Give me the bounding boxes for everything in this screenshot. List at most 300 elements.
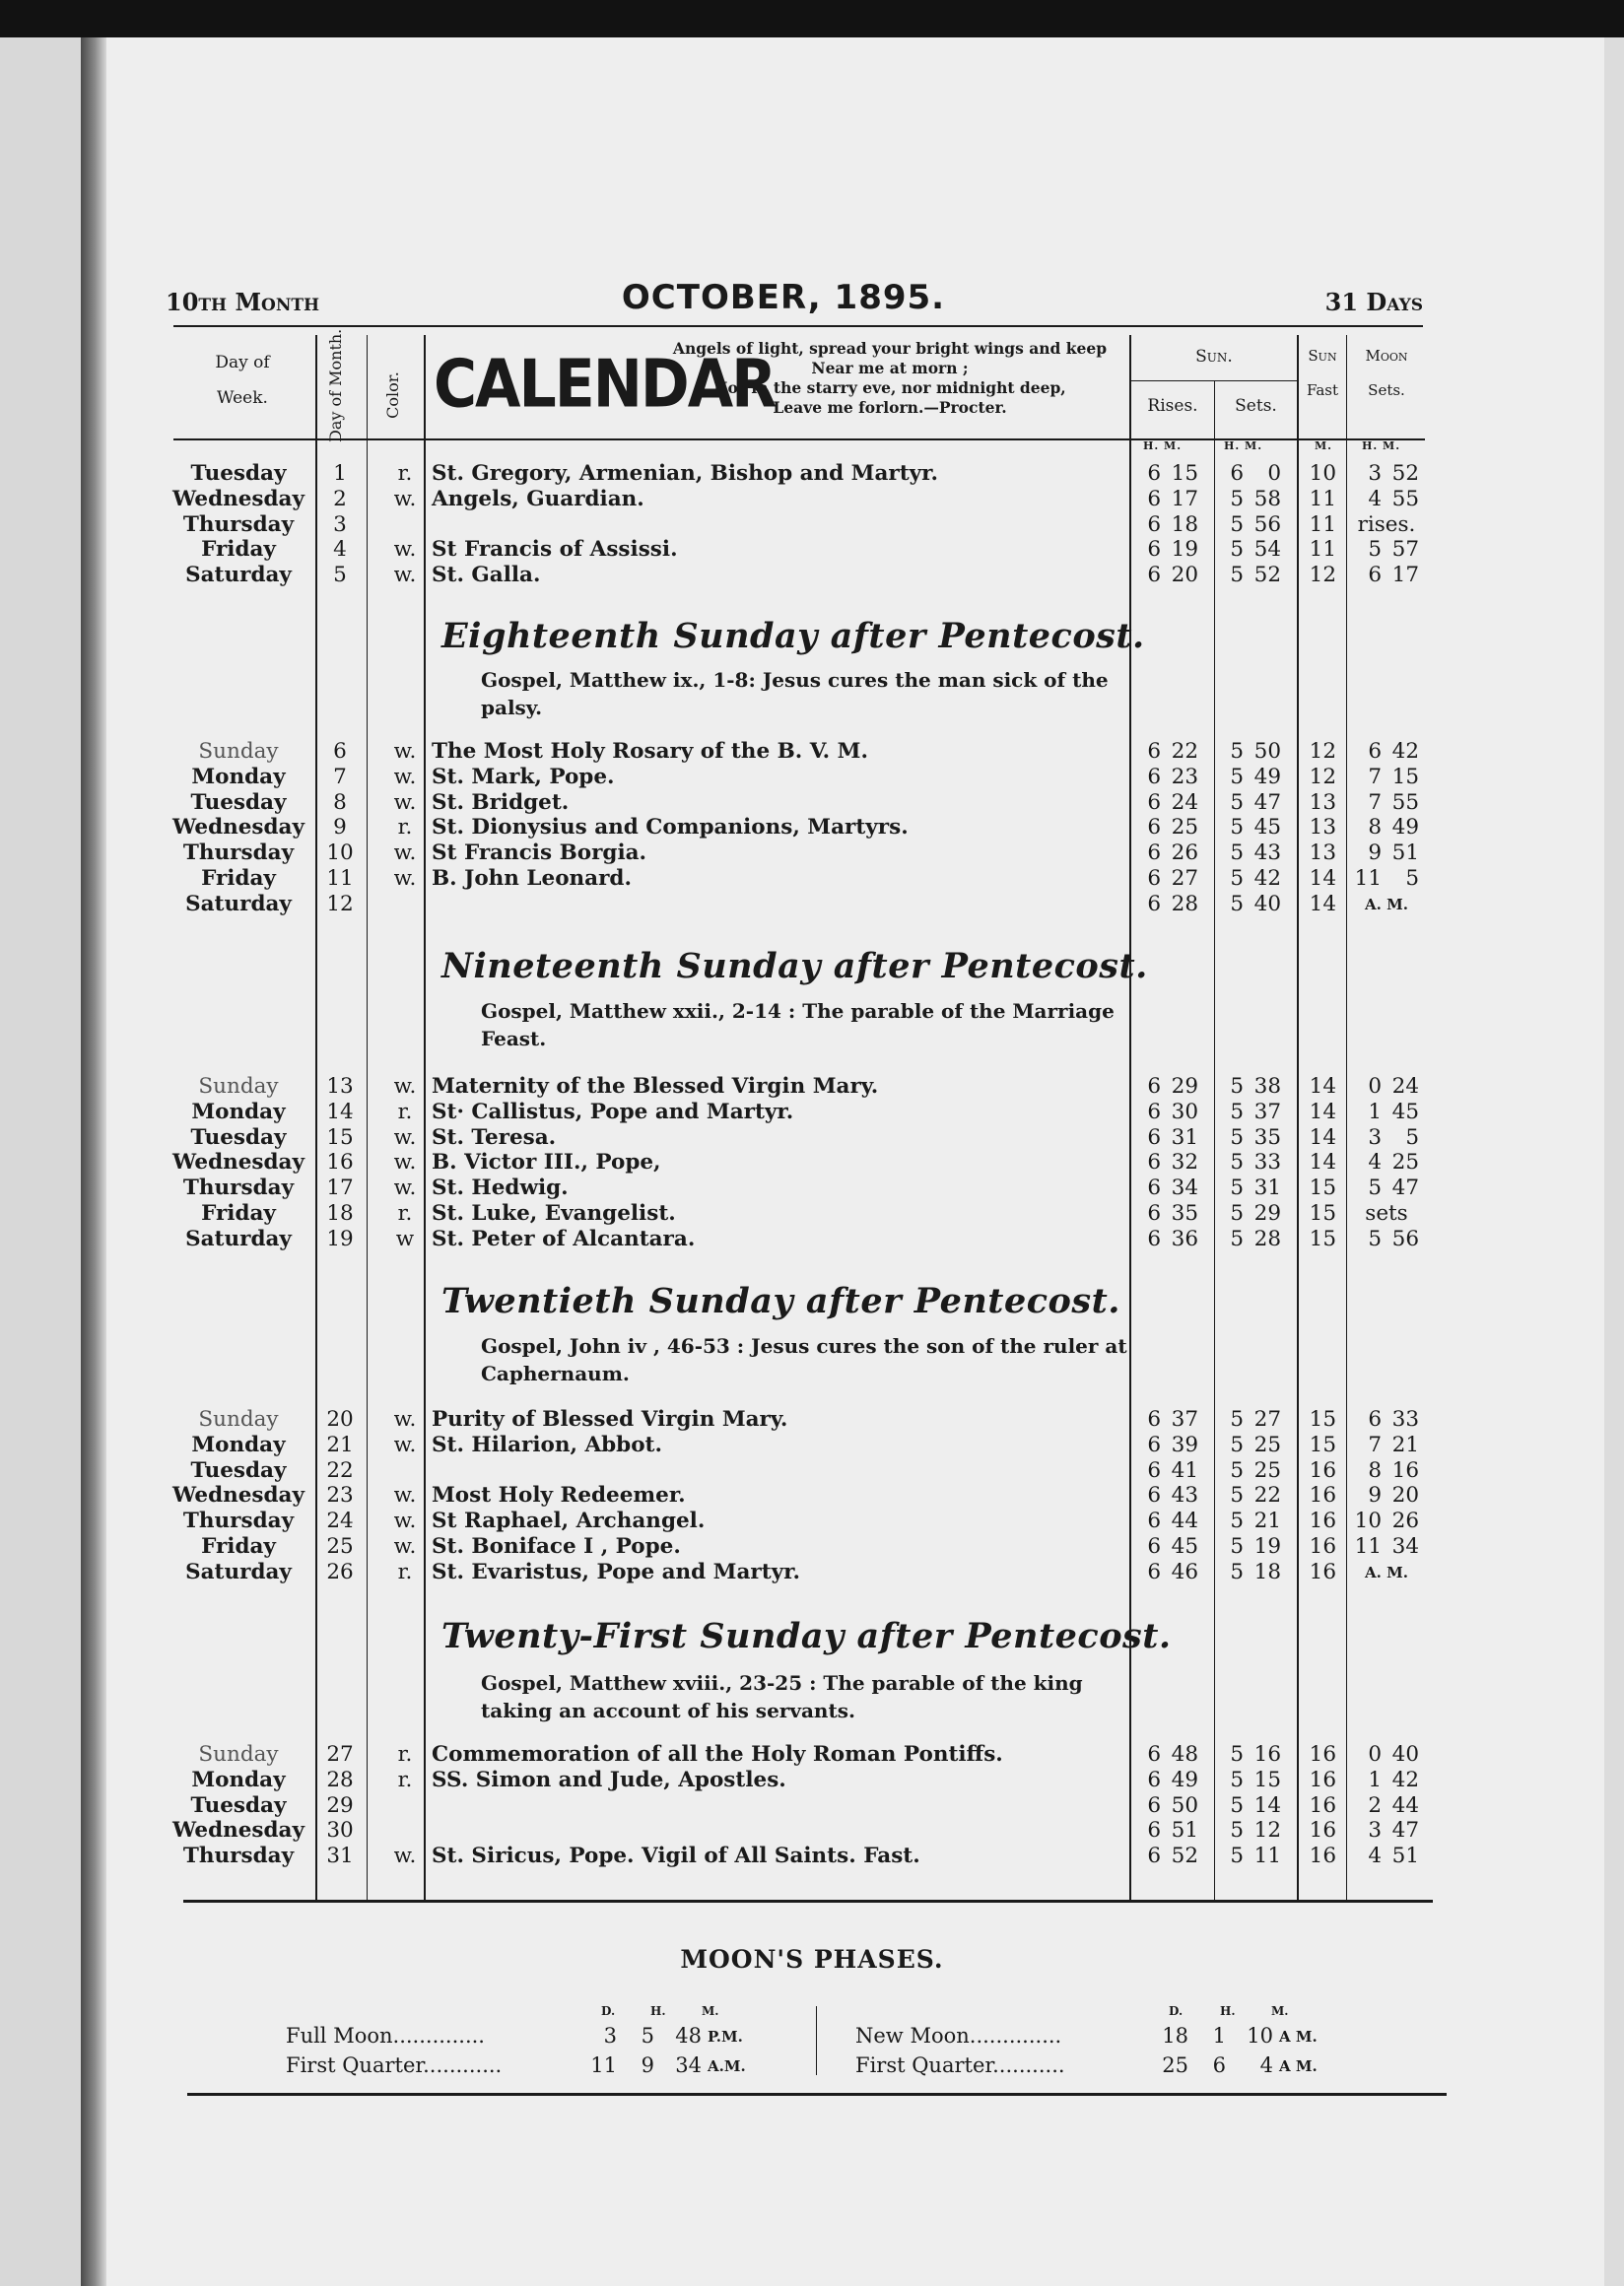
gospel-reading: Gospel, John iv , 46-53 : Jesus cures the son of the ruler at Caphernaum. [481,1334,1127,1385]
liturgical-color: r. [397,815,413,840]
sun-fast-minutes: 16 [1309,1509,1336,1534]
moon-sets-minute: 40 [1391,1742,1419,1767]
liturgical-color: w. [393,840,417,866]
sunset-hour: 5 [1230,1150,1244,1176]
phase-ampm: A.M. [708,2057,746,2075]
moon-sets-minute: 16 [1391,1457,1419,1483]
sunrise-minute: 29 [1171,1074,1198,1099]
day-of-week: Friday [201,1201,276,1226]
sun-fast-minutes: 11 [1309,537,1336,563]
sunset-hour: 5 [1230,1767,1244,1792]
sunrise-minute: 50 [1171,1792,1198,1818]
table-row [0,815,1624,840]
sunrise-hour: 6 [1147,486,1161,511]
sunset-hour: 5 [1230,1226,1244,1251]
sun-rises-header: Rises. [1147,396,1198,416]
feast-name: B. John Leonard. [432,866,632,891]
moon-sets-hour: 11 [1354,1534,1382,1559]
sunrise-minute: 15 [1171,461,1198,486]
sunrise-hour: 6 [1147,1201,1161,1226]
feast-name: St. Dionysius and Companions, Martyrs. [432,815,909,840]
sunrise-hour: 6 [1147,1767,1161,1792]
table-row [0,1227,1624,1252]
sunset-minute: 52 [1253,563,1281,588]
sunrise-minute: 52 [1171,1844,1198,1869]
table-row [0,1844,1624,1869]
day-of-month: 15 [326,1124,354,1150]
table-row [0,461,1624,487]
moon-sets-minute: 21 [1391,1432,1419,1457]
sun-fast-line-2: Fast [1306,380,1339,399]
moon-sets-minute: 44 [1391,1792,1419,1818]
sunrise-hour: 6 [1147,789,1161,815]
calendar-poem [648,339,1131,418]
sunrise-minute: 25 [1171,815,1198,840]
rises-unit-label: H. M. [1143,439,1183,452]
sunrise-minute: 31 [1171,1124,1198,1150]
day-of-week: Thursday [182,1844,295,1869]
sunset-minute: 40 [1253,891,1281,916]
day-of-week: Monday [191,1432,286,1457]
feast-name: St· Callistus, Pope and Martyr. [432,1099,794,1124]
phase-day: 3 [603,2024,617,2048]
sunrise-minute: 32 [1171,1150,1198,1176]
day-of-week: Thursday [182,1509,295,1534]
sunset-hour: 5 [1230,1792,1244,1818]
moon-sets-hour: 6 [1368,739,1382,764]
sunset-hour: 5 [1230,764,1244,789]
sunrise-minute: 36 [1171,1226,1198,1251]
moon-sets-hour: 3 [1368,1818,1382,1844]
sun-fast-minutes: 16 [1309,1457,1336,1483]
sunrise-hour: 6 [1147,1844,1161,1869]
day-of-week: Saturday [185,1226,292,1251]
feast-name: St. Luke, Evangelist. [432,1201,676,1226]
sunrise-minute: 19 [1171,537,1198,563]
sunrise-hour: 6 [1147,1559,1161,1584]
feast-name: St. Boniface I , Pope. [432,1534,681,1559]
sunrise-minute: 39 [1171,1432,1198,1457]
moon-sets-minute: 52 [1391,461,1419,486]
sunrise-hour: 6 [1147,1176,1161,1201]
sunset-minute: 58 [1253,486,1281,511]
sunset-minute: 31 [1253,1176,1281,1201]
day-of-month: 19 [326,1226,354,1251]
sun-fast-minutes: 13 [1309,789,1336,815]
sunrise-hour: 6 [1147,764,1161,789]
day-of-week: Wednesday [172,815,304,840]
sunset-minute: 27 [1253,1407,1281,1432]
sunset-hour: 5 [1230,1201,1244,1226]
feast-name: St. Mark, Pope. [432,764,615,789]
table-row [0,1074,1624,1100]
day-of-month: 7 [333,764,347,789]
moon-sets-minute: 15 [1391,764,1419,789]
moon-sets-hour: 0 [1368,1074,1382,1099]
sunrise-minute: 41 [1171,1457,1198,1483]
day-of-month: 20 [326,1407,354,1432]
sun-fast-header [1299,345,1346,401]
sunrise-hour: 6 [1147,1818,1161,1844]
sunset-hour: 5 [1230,739,1244,764]
moon-sets-text: rises. [1357,511,1416,537]
sunset-hour: 5 [1230,1818,1244,1844]
moon-sets-minute: 55 [1391,789,1419,815]
table-row [0,840,1624,866]
sunset-hour: 5 [1230,1483,1244,1509]
feast-name: St. Bridget. [432,789,570,815]
moon-sets-minute: 33 [1391,1407,1419,1432]
sunrise-minute: 37 [1171,1407,1198,1432]
sun-fast-minutes: 15 [1309,1201,1336,1226]
moon-sets-hour: 8 [1368,1457,1382,1483]
moon-sets-text: A. M. [1365,895,1408,913]
sunset-minute: 28 [1253,1226,1281,1251]
color-header: Color. [383,371,402,419]
sunset-hour: 5 [1230,486,1244,511]
moon-sets-hour: 4 [1368,1150,1382,1176]
poem-line-4: Leave me forlorn.—Procter. [773,398,1007,417]
day-of-month: 28 [326,1767,354,1792]
sunset-hour: 5 [1230,563,1244,588]
sunset-minute: 29 [1253,1201,1281,1226]
table-row [0,1433,1624,1458]
sunset-hour: 5 [1230,789,1244,815]
day-of-week-header [173,351,311,411]
days-count-label: 31 Days [1324,288,1423,316]
poem-line-2: Near me at morn ; [811,359,969,377]
moon-sets-hour: 8 [1368,815,1382,840]
feast-name: St. Gregory, Armenian, Bishop and Martyr. [432,461,939,486]
sun-fast-minutes: 14 [1309,1099,1336,1124]
sun-fast-minutes: 16 [1309,1534,1336,1559]
day-of-week: Thursday [182,511,295,537]
moon-sets-hour: 6 [1368,563,1382,588]
moon-sets-hour: 3 [1368,1124,1382,1150]
moon-sets-hour: 6 [1368,1407,1382,1432]
table-row [0,487,1624,512]
feast-name: St. Peter of Alcantara. [432,1226,696,1251]
sun-fast-minutes: 14 [1309,1074,1336,1099]
sun-fast-minutes: 13 [1309,815,1336,840]
phase-day: 18 [1162,2024,1188,2048]
sun-fast-minutes: 15 [1309,1176,1336,1201]
feast-name: Commemoration of all the Holy Roman Pontiffs. [432,1742,1003,1767]
sunset-minute: 33 [1253,1150,1281,1176]
moon-phases-title: MOON'S PHASES. [680,1945,944,1974]
day-of-week: Thursday [182,840,295,866]
day-of-week: Wednesday [172,1818,304,1844]
sunset-minute: 25 [1253,1457,1281,1483]
moon-sets-minute: 47 [1391,1818,1419,1844]
phase-hour: 6 [1212,2053,1226,2077]
sunset-hour: 5 [1230,840,1244,866]
day-of-week: Tuesday [190,1124,287,1150]
sun-fast-minutes: 16 [1309,1483,1336,1509]
sunset-minute: 56 [1253,511,1281,537]
liturgical-color: w. [393,1074,417,1099]
feast-name: St Raphael, Archangel. [432,1509,706,1534]
feast-name: The Most Holy Rosary of the B. V. M. [432,739,868,764]
day-of-week: Sunday [198,1742,279,1767]
sunrise-hour: 6 [1147,1099,1161,1124]
sun-fast-minutes: 11 [1309,486,1336,511]
moon-sets-minute: 17 [1391,563,1419,588]
day-of-week: Friday [201,866,276,891]
phase-ampm: A M. [1279,2028,1318,2046]
phase-label: First Quarter........... [855,2053,1065,2077]
sunrise-minute: 23 [1171,764,1198,789]
sunrise-hour: 6 [1147,1742,1161,1767]
feast-name: St. Hilarion, Abbot. [432,1432,662,1457]
sunrise-minute: 18 [1171,511,1198,537]
liturgical-color: w. [393,1509,417,1534]
phase-unit-m-right: M. [1271,2004,1289,2018]
liturgical-color: w. [393,764,417,789]
sunrise-hour: 6 [1147,1457,1161,1483]
phase-unit-d-right: D. [1169,2004,1184,2018]
moon-sets-minute: 57 [1391,537,1419,563]
moon-sets-minute: 55 [1391,486,1419,511]
sunrise-minute: 17 [1171,486,1198,511]
sunrise-minute: 49 [1171,1767,1198,1792]
sun-fast-line-1: Sun [1308,347,1337,365]
feast-name: St. Evaristus, Pope and Martyr. [432,1559,801,1584]
phase-unit-h-right: H. [1220,2004,1236,2018]
sunrise-hour: 6 [1147,840,1161,866]
table-row [0,1458,1624,1484]
day-of-month: 26 [326,1559,354,1584]
sun-fast-minutes: 15 [1309,1407,1336,1432]
liturgical-color: r. [397,1742,413,1767]
moon-sets-text: sets [1365,1201,1408,1226]
table-row [0,1201,1624,1227]
day-of-month: 2 [333,486,347,511]
sunrise-hour: 6 [1147,1534,1161,1559]
day-of-week: Saturday [185,891,292,916]
phase-ampm: P.M. [708,2028,743,2046]
moon-sets-minute: 26 [1391,1509,1419,1534]
sunrise-minute: 28 [1171,891,1198,916]
sun-sets-header: Sets. [1235,396,1277,416]
sunrise-hour: 6 [1147,891,1161,916]
day-of-week: Sunday [198,1407,279,1432]
sun-fast-minutes: 14 [1309,1150,1336,1176]
sunset-minute: 25 [1253,1432,1281,1457]
phase-unit-h-left: H. [650,2004,666,2018]
liturgical-color: w. [393,537,417,563]
day-of-month: 21 [326,1432,354,1457]
day-of-week: Monday [191,1767,286,1792]
sunrise-hour: 6 [1147,1150,1161,1176]
phase-minute: 48 [675,2024,702,2048]
day-of-month: 31 [326,1844,354,1869]
feast-name: Purity of Blessed Virgin Mary. [432,1407,788,1432]
liturgical-color: w. [393,1407,417,1432]
day-of-month: 12 [326,891,354,916]
moon-sets-hour: 9 [1368,1483,1382,1509]
sunrise-hour: 6 [1147,1432,1161,1457]
moon-sets-minute: 20 [1391,1483,1419,1509]
sunset-hour: 5 [1230,891,1244,916]
day-of-month: 29 [326,1792,354,1818]
moon-sets-hour: 4 [1368,1844,1382,1869]
sunset-hour: 5 [1230,1844,1244,1869]
sunrise-hour: 6 [1147,1483,1161,1509]
day-of-week: Wednesday [172,1150,304,1176]
moon-sets-hour: 7 [1368,764,1382,789]
moon-sets-hour: 11 [1354,866,1382,891]
day-of-month: 6 [333,739,347,764]
sunrise-hour: 6 [1147,1509,1161,1534]
day-of-week: Sunday [198,1074,279,1099]
sun-fast-minutes: 12 [1309,563,1336,588]
calendar-heading: CALENDAR [434,345,776,424]
gospel-reading: Gospel, Matthew xviii., 23-25 : The parable of the king taking an account of his servants. [481,1671,1083,1722]
day-of-month: 18 [326,1201,354,1226]
moon-sets-text: A. M. [1365,1563,1408,1581]
table-row [0,1125,1624,1151]
sunrise-hour: 6 [1147,866,1161,891]
sunset-minute: 47 [1253,789,1281,815]
feast-name: Most Holy Redeemer. [432,1483,686,1509]
phase-unit-d-left: D. [601,2004,616,2018]
table-row [0,1534,1624,1560]
sunset-minute: 54 [1253,537,1281,563]
sunset-minute: 21 [1253,1509,1281,1534]
table-row [0,1560,1624,1585]
liturgical-color: r. [397,1767,413,1792]
table-row [0,1818,1624,1844]
moon-header-line-2: Sets. [1368,380,1405,399]
poem-line-3: Nor in the starry eve, nor midnight deep, [713,378,1066,397]
sunset-minute: 35 [1253,1124,1281,1150]
sun-fast-minutes: 12 [1309,739,1336,764]
sun-fast-minutes: 16 [1309,1792,1336,1818]
sunrise-hour: 6 [1147,739,1161,764]
day-of-week: Thursday [182,1176,295,1201]
sunset-hour: 5 [1230,1509,1244,1534]
sunday-title: Nineteenth Sunday after Pentecost. [441,946,1148,986]
sunset-minute: 16 [1253,1742,1281,1767]
sunrise-hour: 6 [1147,815,1161,840]
feast-name: St. Siricus, Pope. Vigil of All Saints. Fast. [432,1844,920,1869]
phase-label: New Moon.............. [855,2024,1062,2048]
day-of-week: Monday [191,1099,286,1124]
sun-fast-minutes: 15 [1309,1226,1336,1251]
sunset-hour: 5 [1230,1074,1244,1099]
day-of-header-line: Day of [215,353,270,372]
day-of-month: 22 [326,1457,354,1483]
day-of-week: Sunday [198,739,279,764]
phase-minute: 34 [675,2053,702,2077]
sunset-hour: 5 [1230,1457,1244,1483]
sunset-minute: 11 [1253,1844,1281,1869]
phase-day: 11 [590,2053,617,2077]
moon-sets-hour: 10 [1354,1509,1382,1534]
sunrise-hour: 6 [1147,1124,1161,1150]
liturgical-color: w. [393,1150,417,1176]
day-of-week: Wednesday [172,486,304,511]
sunrise-minute: 51 [1171,1818,1198,1844]
moon-sets-hour: 1 [1368,1099,1382,1124]
moon-sets-minute: 34 [1391,1534,1419,1559]
liturgical-color: w [395,1226,415,1251]
moon-unit-label: H. M. [1362,439,1401,452]
day-of-month: 4 [333,537,347,563]
moon-header-line-1: Moon [1365,347,1408,365]
sunset-hour: 5 [1230,1099,1244,1124]
sunrise-minute: 26 [1171,840,1198,866]
moon-sets-minute: 42 [1391,1767,1419,1792]
moon-sets-minute: 5 [1405,866,1419,891]
day-of-month: 17 [326,1176,354,1201]
moon-sets-hour: 9 [1368,840,1382,866]
feast-name: Angels, Guardian. [432,486,644,511]
moon-sets-minute: 47 [1391,1176,1419,1201]
day-of-month: 1 [333,461,347,486]
feast-name: SS. Simon and Jude, Apostles. [432,1767,786,1792]
feast-name: Maternity of the Blessed Virgin Mary. [432,1074,879,1099]
moon-sets-hour: 5 [1368,537,1382,563]
sun-fast-minutes: 16 [1309,1742,1336,1767]
moon-sets-minute: 5 [1405,1124,1419,1150]
sunrise-hour: 6 [1147,563,1161,588]
phase-hour: 1 [1212,2024,1226,2048]
sunrise-minute: 48 [1171,1742,1198,1767]
sunrise-minute: 34 [1171,1176,1198,1201]
page-bottom-rule [187,2093,1447,2096]
sunrise-minute: 20 [1171,563,1198,588]
liturgical-color: r. [397,1099,413,1124]
sunrise-hour: 6 [1147,511,1161,537]
sun-fast-minutes: 16 [1309,1818,1336,1844]
sunday-title: Eighteenth Sunday after Pentecost. [441,616,1145,656]
table-row [0,1742,1624,1768]
day-of-week: Saturday [185,563,292,588]
day-of-month: 13 [326,1074,354,1099]
phase-unit-m-left: M. [702,2004,719,2018]
moon-sets-hour: 5 [1368,1176,1382,1201]
table-row [0,537,1624,563]
table-row [0,512,1624,538]
day-of-week: Monday [191,764,286,789]
scan-top-border [0,0,1624,37]
day-of-week: Saturday [185,1559,292,1584]
table-row [0,1150,1624,1176]
table-row [0,1176,1624,1201]
table-row [0,765,1624,790]
sunset-hour: 5 [1230,866,1244,891]
table-row [0,892,1624,917]
table-row [0,739,1624,765]
day-of-month: 23 [326,1483,354,1509]
sunset-hour: 6 [1230,461,1244,486]
moon-sets-minute: 56 [1391,1226,1419,1251]
sun-header: Sun. [1195,347,1233,367]
day-of-month-header: Day of Month. [326,328,345,442]
phase-hour: 5 [641,2024,654,2048]
day-of-month: 9 [333,815,347,840]
sunrise-minute: 44 [1171,1509,1198,1534]
day-of-week: Tuesday [190,1792,287,1818]
sunrise-hour: 6 [1147,461,1161,486]
phase-day: 25 [1162,2053,1188,2077]
sunset-hour: 5 [1230,1176,1244,1201]
gospel-reading: Gospel, Matthew xxii., 2-14 : The parable of the Marriage Feast. [481,999,1115,1050]
phase-minute: 10 [1247,2024,1273,2048]
sunrise-minute: 24 [1171,789,1198,815]
